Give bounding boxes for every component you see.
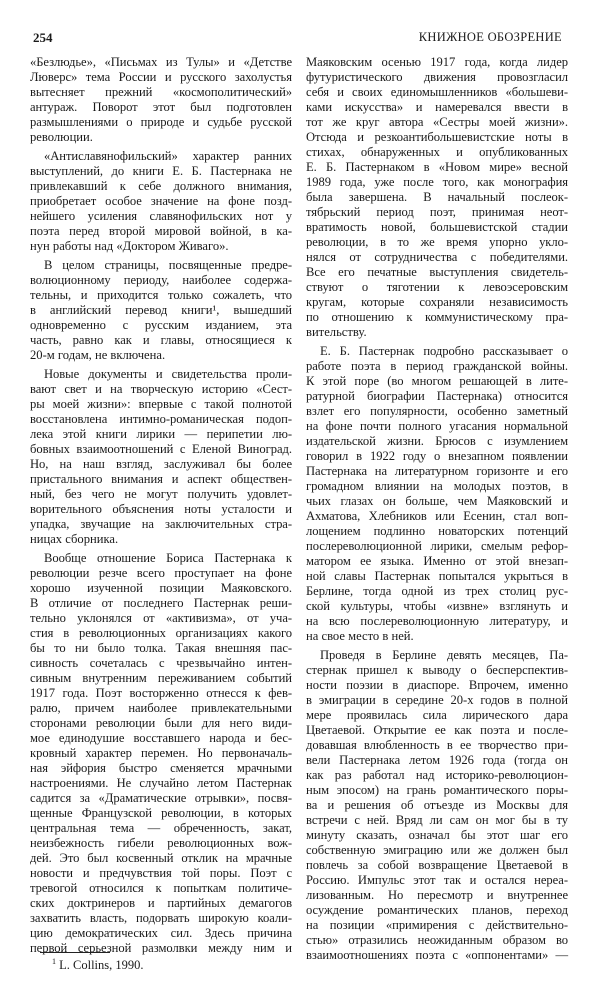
paragraph (30, 551, 292, 956)
text-line: Проведя в Берлине девять месяцев, Па- (320, 648, 568, 662)
text-line: ная эйфория быстро сменяется мрачными (30, 761, 292, 775)
text-line: издательской жизни. Брюсов с изумлением (306, 434, 568, 448)
text-line: Берлине, тогда одной из трех столиц рус- (306, 584, 568, 598)
text-line: ным эпосом) на грань романтического поры- (306, 783, 568, 797)
text-line: Вообще отношение Бориса Пастернака к (44, 551, 292, 565)
paragraph (306, 648, 568, 963)
text-line: нейшего усиления славянофильских нот у (30, 209, 292, 223)
text-line: вительству. (306, 325, 367, 339)
text-line: мое единодушие восставшего народа и бес- (30, 731, 292, 745)
text-line: неизбежность гибели революционных вож- (30, 836, 292, 850)
text-line: стия в революционных организациях какого (30, 626, 292, 640)
text-line: стихах, обнаруженных и опубликованных (306, 145, 568, 159)
text-line: себя и своих единомышленников «большеви- (306, 85, 568, 99)
text-line: минуту сказать, означал бы этот шаг его (306, 828, 568, 842)
text-line: стернак пришел к выводу о бесперспектив- (306, 663, 568, 677)
page-number: 254 (33, 30, 53, 45)
text-line: ками искусства» и намеревался ввести в (306, 100, 568, 114)
right-column (306, 55, 568, 967)
text-line: революции резче всего проступает на фоне (30, 566, 292, 580)
text-line: хорошо изученной позиции Маяковского. (30, 581, 292, 595)
text-line: лека этой книги лирики — перипетии лю- (30, 427, 292, 441)
text-line: ствуют о тяготении к левоэсеровским (306, 280, 568, 294)
text-line: матором ее языка. Именно от этой внезап- (306, 554, 568, 568)
text-line: на позиции «примирения с действительно- (306, 918, 568, 932)
text-line: Но, на наш взгляд, заслуживал бы более (30, 457, 292, 471)
paragraph (30, 55, 292, 145)
text-line: настроениями. Не случайно летом Пастернак (30, 776, 292, 790)
text-line: нялся от сотрудничества с победителями. (306, 250, 568, 264)
text-line: вают свет и на творческую историю «Сест- (30, 382, 292, 396)
paragraph (306, 344, 568, 644)
text-line: новости и предчувствия той поры. Поэт с (30, 866, 292, 880)
text-line: на свое место в ней. (306, 629, 414, 643)
text-line: ской культуры, чтобы «извне» взглянуть и (306, 599, 568, 613)
text-line: приобретает особое значение на фоне позд- (30, 194, 292, 208)
text-line: тот же круг автора «Сестры моей жизни». (306, 115, 568, 129)
text-line: ры моей жизни»: впервые с такой полнотой (30, 397, 292, 411)
paragraph (30, 367, 292, 547)
footnote-text: L. Collins, 1990. (59, 958, 144, 973)
text-line: вытесняет прежний «космополитический» (30, 85, 292, 99)
text-line: как раз работал над историко-революцион- (306, 768, 568, 782)
text-line: выступлений, до книги Е. Б. Пастернака не (30, 164, 292, 178)
text-line: восстановлена интимно-романическая подоп- (30, 412, 292, 426)
text-line: на фоне почти полного угасания нормальной (306, 419, 568, 433)
text-line: дей. Это был косвенный отклик на мрачные (30, 851, 292, 865)
text-line: кругам, которые сохраняли независимость (306, 295, 568, 309)
footnote-marker: 1 (52, 957, 56, 966)
text-line: революции. (30, 130, 93, 144)
text-line: захватить власть, подорвать широкую коали- (30, 911, 292, 925)
text-line: 1917 года. Поэт восторженно отнесся к фев- (30, 686, 292, 700)
text-line: ности поэзии в диаспоре. Впрочем, именно (306, 678, 568, 692)
text-line: по отношению к коммунистическому пра- (306, 310, 568, 324)
text-line: антураж. Поворот этот был подготовлен (30, 100, 292, 114)
text-line: в английский перевод книги¹, вышедший (30, 303, 292, 317)
text-line: центральная тема — обреченность, закат, (30, 821, 292, 835)
text-line: упадка, звучащие на заключительных стра- (30, 517, 292, 531)
footnote-rule (40, 952, 110, 953)
text-line: кровный характер перемен. Но первоначаль- (30, 746, 292, 760)
text-line: ратурной биографии Пастернака) относится (306, 389, 568, 403)
text-line: 20-м годам, не включена. (30, 348, 166, 362)
text-line: «Антиславянофильский» характер ранних (44, 149, 292, 163)
text-line: тябрьский период поэт, принимая неот- (306, 205, 568, 219)
text-line: щенные Французской революции, в которых (30, 806, 292, 820)
footnote (52, 957, 144, 973)
text-line: Новые документы и свидетельства проли- (44, 367, 292, 381)
text-line: повлечь за собой возвращение Цветаевой в (306, 858, 568, 872)
paragraph (306, 55, 568, 340)
text-line: сторонами революции были для него види- (30, 716, 292, 730)
text-line: говорил в 1922 году о внезапном появлении (306, 449, 568, 463)
text-line: тельны, и приходится только сожалеть, что (30, 288, 292, 302)
text-line: «Безлюдье», «Письмах из Тулы» и «Детстве (30, 55, 292, 69)
text-line: поэта перед второй мировой войной, в ка- (30, 224, 292, 238)
text-line: цию демократических сил. Здесь причина (30, 926, 292, 940)
text-line: Все его печатные выступления свидетель- (306, 265, 568, 279)
text-line: садится за «Драматические отрывки», посвя- (30, 791, 292, 805)
text-line: лизованным. Но пересмотр и внутреннее (306, 888, 568, 902)
running-title: КНИЖНОЕ ОБОЗРЕНИЕ (418, 30, 562, 44)
text-line: размышлениями о природе и судьбе русской (30, 115, 292, 129)
text-line: ный, без чего не могут получить удовлет- (30, 487, 292, 501)
text-line: была завершена. В начальный послеок- (306, 190, 568, 204)
text-line: послереволюционной лирики, смелым рефор- (306, 539, 568, 553)
text-line: вратимость новой, большевистской стадии (306, 220, 568, 234)
text-line: революции, в то же время упорно укло- (306, 235, 568, 249)
text-line: 1989 года, уже после того, как монография (306, 175, 568, 189)
text-line: ворительного объяснения ноты усталости и (30, 502, 292, 516)
text-line: Ахматова, Хлебников или Есенин, стал воп- (306, 509, 568, 523)
text-line: Е. Б. Пастернак подробно рассказывает о (320, 344, 568, 358)
text-line: Люверс» тема России и русского захолустья (30, 70, 292, 84)
text-line: первой серьезной размолвки между ним и (30, 941, 292, 955)
text-line: бы то ни было толка. Такая внешняя пас- (30, 641, 292, 655)
text-line: пристального внимания и аспект обществен- (30, 472, 292, 486)
text-line: бовных взаимоотношений с Еленой Виноград. (30, 442, 292, 456)
text-line: взаимоотношениях поэта с «оппонентами» — (306, 948, 568, 962)
text-line: сивным внутренним переживанием событий (30, 671, 292, 685)
text-line: в эмиграции в середине 20-х годов в полной (306, 693, 568, 707)
text-line: работе поэта в период гражданской войны. (306, 359, 568, 373)
text-line: футуристического движения провозгласил (306, 70, 568, 84)
text-line: К этой поре (во многом решающей в лите- (306, 374, 568, 388)
text-line: чьих глазах он больше, чем Маяковский и (306, 494, 568, 508)
text-line: Маяковским осенью 1917 года, когда лидер (306, 55, 568, 69)
text-line: громадном влиянии на молодых поэтов, в (306, 479, 568, 493)
left-column (30, 55, 292, 960)
text-line: стью» отразились неожиданным образом во (306, 933, 568, 947)
text-line: ной славы Пастернак попытался укрыться в (306, 569, 568, 583)
text-line: собственную эмиграцию или же должен был (306, 843, 568, 857)
text-line: Отсюда и резкоантибольшевистские ноты в (306, 130, 568, 144)
text-line: на всю послереволюционную литературу, и (306, 614, 568, 628)
text-line: тельно уклонялся от «активизма», от уча- (30, 611, 292, 625)
text-line: В отличие от последнего Пастернак реши- (30, 596, 292, 610)
text-line: мере проявилась сила лирического дара (306, 708, 568, 722)
text-line: Россию. Импульс этот так и остался нереа- (306, 873, 568, 887)
text-line: вели Пастернака летом 1926 года (тогда он (306, 753, 568, 767)
text-line: Цветаевой. Открытие ее как поэта и после- (306, 723, 568, 737)
text-line: ских доктринеров и партийных демагогов (30, 896, 292, 910)
text-line: Пастернака на литературном горизонте и его (306, 464, 568, 478)
text-line: осуждение романтических планов, переход (306, 903, 568, 917)
text-line: В целом страницы, посвященные предре- (44, 258, 292, 272)
text-line: нун работы над «Доктором Живаго». (30, 239, 229, 253)
text-line: Е. Б. Пастернаком в «Новом мире» весной (306, 160, 568, 174)
text-line: сивность сочеталась с чрезвычайно интен- (30, 656, 292, 670)
text-line: ва и решения об отъезде из Москвы для (306, 798, 568, 812)
text-line: тревогой относился к попыткам политиче- (30, 881, 292, 895)
text-line: встречи с ней. Вряд ли сам он мог бы в ту (306, 813, 568, 827)
text-line: часть, равно как и главы, относящиеся к (30, 333, 292, 347)
text-line: одновременно с русским изданием, эта (30, 318, 292, 332)
text-line: лощением подлинно новаторских потенций (306, 524, 568, 538)
paragraph (30, 149, 292, 254)
text-line: волюционному периоду, наиболее содержа- (30, 273, 292, 287)
text-line: взлет его популярности, особенно заметный (306, 404, 568, 418)
text-line: довавшая влюбленность в ее творчество при- (306, 738, 568, 752)
text-line: ралю, причем наиболее привлекательными (30, 701, 292, 715)
text-line: ницах сборника. (30, 532, 119, 546)
paragraph (30, 258, 292, 363)
text-line: привлекавший к себе должного внимания, (30, 179, 292, 193)
